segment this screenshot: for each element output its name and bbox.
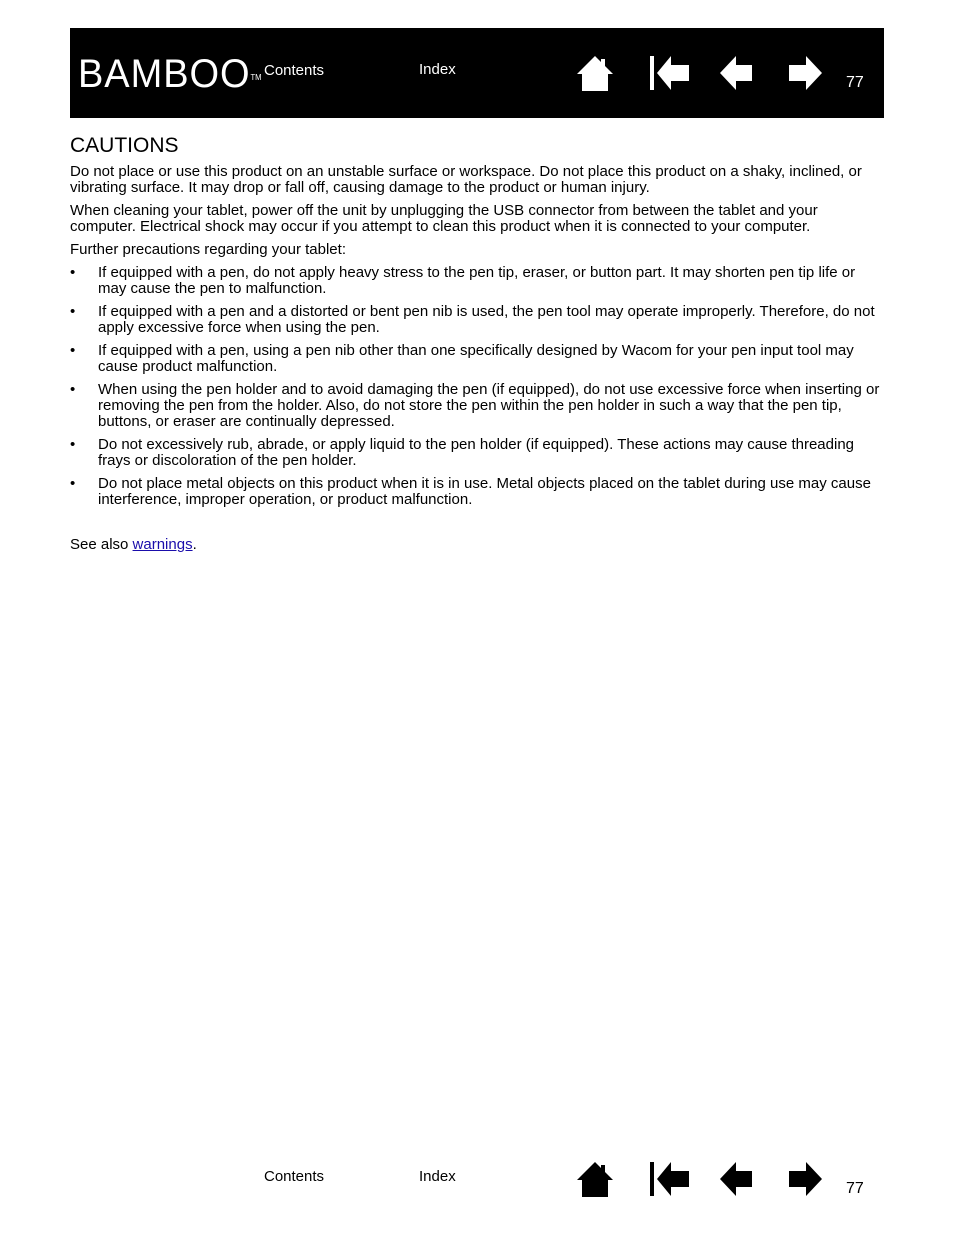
see-also-prefix: See also	[70, 536, 133, 553]
logo-text: BAMBOO	[78, 52, 251, 96]
list-item	[70, 343, 884, 375]
footer-home-icon[interactable]	[575, 1160, 615, 1200]
page-number: 77	[846, 74, 864, 91]
bullet-marker: •	[70, 381, 76, 398]
footer-bar	[70, 1136, 884, 1226]
first-page-icon[interactable]	[649, 54, 689, 94]
footer-index-link[interactable]: Index	[419, 1168, 456, 1185]
list-item-text: When using the pen holder and to avoid damaging the pen (if equipped), do not use excessive force when inserting or removing the pen from the holder. Also, do not store the pen within the pen holder in such a way that the pen tip, buttons, or eraser are continually depressed.	[98, 381, 880, 430]
warnings-link[interactable]: warnings	[132, 536, 193, 553]
list-item	[70, 437, 884, 469]
list-item-text: Do not place metal objects on this product when it is in use. Metal objects placed on the tablet during use may cause interference, improper operation, or product malfunction.	[98, 475, 871, 508]
footer-contents-link[interactable]: Contents	[264, 1168, 325, 1185]
bullet-marker: •	[70, 475, 76, 492]
list-item-text: Do not excessively rub, abrade, or apply liquid to the pen holder (if equipped). These actions may cause threading frays or discoloration of the pen holder.	[98, 436, 855, 469]
contents-link[interactable]: Contents	[264, 62, 325, 79]
main-content	[70, 134, 884, 560]
list-item-text: If equipped with a pen and a distorted or bent pen nib is used, the pen tool may operate improperly. Therefore, do not apply excessive force when using the pen.	[98, 303, 875, 336]
bullet-marker: •	[70, 303, 76, 320]
footer-previous-page-icon[interactable]	[718, 1160, 758, 1200]
header-bar	[70, 28, 884, 118]
bamboo-logo	[78, 54, 261, 94]
see-also	[70, 537, 884, 553]
bullet-marker: •	[70, 342, 76, 359]
paragraph: Do not place or use this product on an unstable surface or workspace. Do not place this product on a shaky, inclined, or vibrating surface. It may drop or fall off, causing damage to the product or human injury.	[70, 163, 862, 196]
paragraph: When cleaning your tablet, power off the unit by unplugging the USB connector from between the tablet and your computer. Electrical shock may occur if you attempt to clean this product when it is connected to your computer.	[70, 202, 818, 235]
bullet-marker: •	[70, 264, 76, 281]
list-item	[70, 304, 884, 336]
page-title: CAUTIONS	[70, 134, 179, 157]
see-also-suffix: .	[192, 536, 197, 553]
footer-next-page-icon[interactable]	[786, 1160, 826, 1200]
previous-page-icon[interactable]	[718, 54, 758, 94]
precautions-list	[70, 265, 884, 508]
index-link[interactable]: Index	[419, 61, 456, 78]
list-item	[70, 382, 884, 430]
list-item	[70, 476, 884, 508]
list-item	[70, 265, 884, 297]
footer-page-number: 77	[846, 1180, 864, 1197]
logo-trademark: TM	[250, 73, 262, 82]
next-page-icon[interactable]	[786, 54, 826, 94]
paragraph: Further precautions regarding your tablet:	[70, 241, 346, 258]
bullet-marker: •	[70, 436, 76, 453]
home-icon[interactable]	[575, 54, 615, 94]
list-item-text: If equipped with a pen, using a pen nib other than one specifically designed by Wacom for your pen input tool may cause product malfunction.	[98, 342, 854, 375]
footer-first-page-icon[interactable]	[649, 1160, 689, 1200]
list-item-text: If equipped with a pen, do not apply heavy stress to the pen tip, eraser, or button part. It may shorten pen tip life or may cause the pen to malfunction.	[98, 264, 856, 297]
